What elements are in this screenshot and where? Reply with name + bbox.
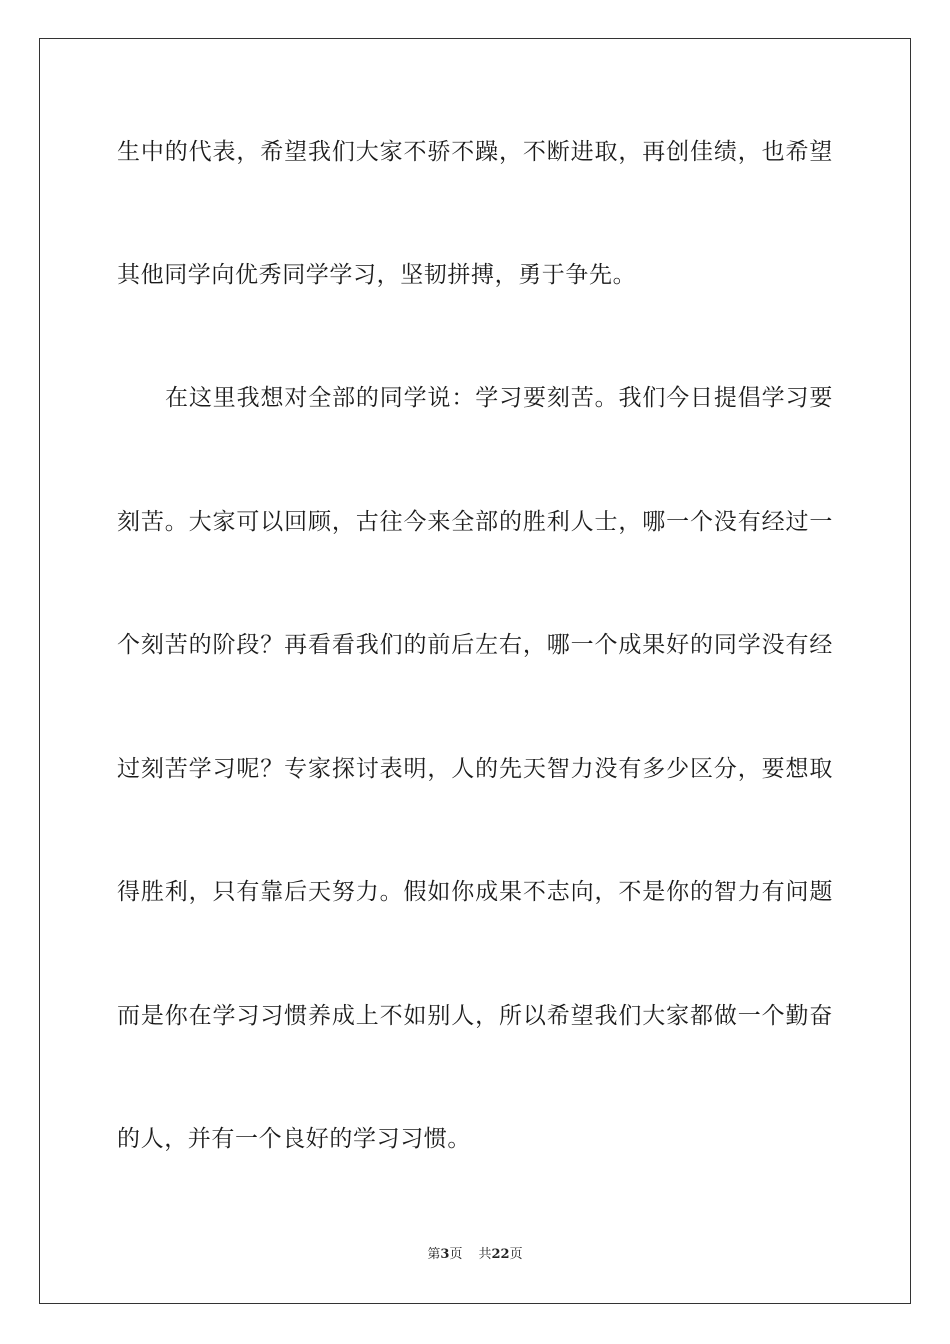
page-footer: [0, 1246, 950, 1264]
paragraph-line-5: 个刻苦的阶段？再看看我们的前后左右，哪一个成果好的同学没有经: [117, 632, 833, 658]
paragraph-line-8: 而是你在学习习惯养成上不如别人，所以希望我们大家都做一个勤奋: [117, 1003, 833, 1029]
total-prefix: 共: [478, 1247, 492, 1262]
page-prefix: 第: [427, 1247, 441, 1262]
paragraph-line-9: 的人，并有一个良好的学习习惯。: [117, 1126, 471, 1152]
page-border: [39, 38, 911, 1304]
paragraph-line-4: 刻苦。大家可以回顾，古往今来全部的胜利人士，哪一个没有经过一: [117, 509, 833, 535]
paragraph-line-6: 过刻苦学习呢？专家探讨表明，人的先天智力没有多少区分，要想取: [117, 756, 833, 782]
total-pages: 22: [491, 1247, 510, 1262]
paragraph-line-3: 在这里我想对全部的同学说：学习要刻苦。我们今日提倡学习要: [165, 385, 833, 411]
paragraph-line-2: 其他同学向优秀同学学习，坚韧拼搏，勇于争先。: [117, 262, 637, 288]
total-suffix: 页: [509, 1247, 523, 1262]
page-suffix: 页: [449, 1247, 463, 1262]
paragraph-line-7: 得胜利，只有靠后天努力。假如你成果不志向，不是你的智力有问题: [117, 879, 833, 905]
paragraph-line-1: 生中的代表，希望我们大家不骄不躁，不断进取，再创佳绩，也希望: [117, 139, 833, 165]
page-number: 3: [440, 1247, 450, 1262]
